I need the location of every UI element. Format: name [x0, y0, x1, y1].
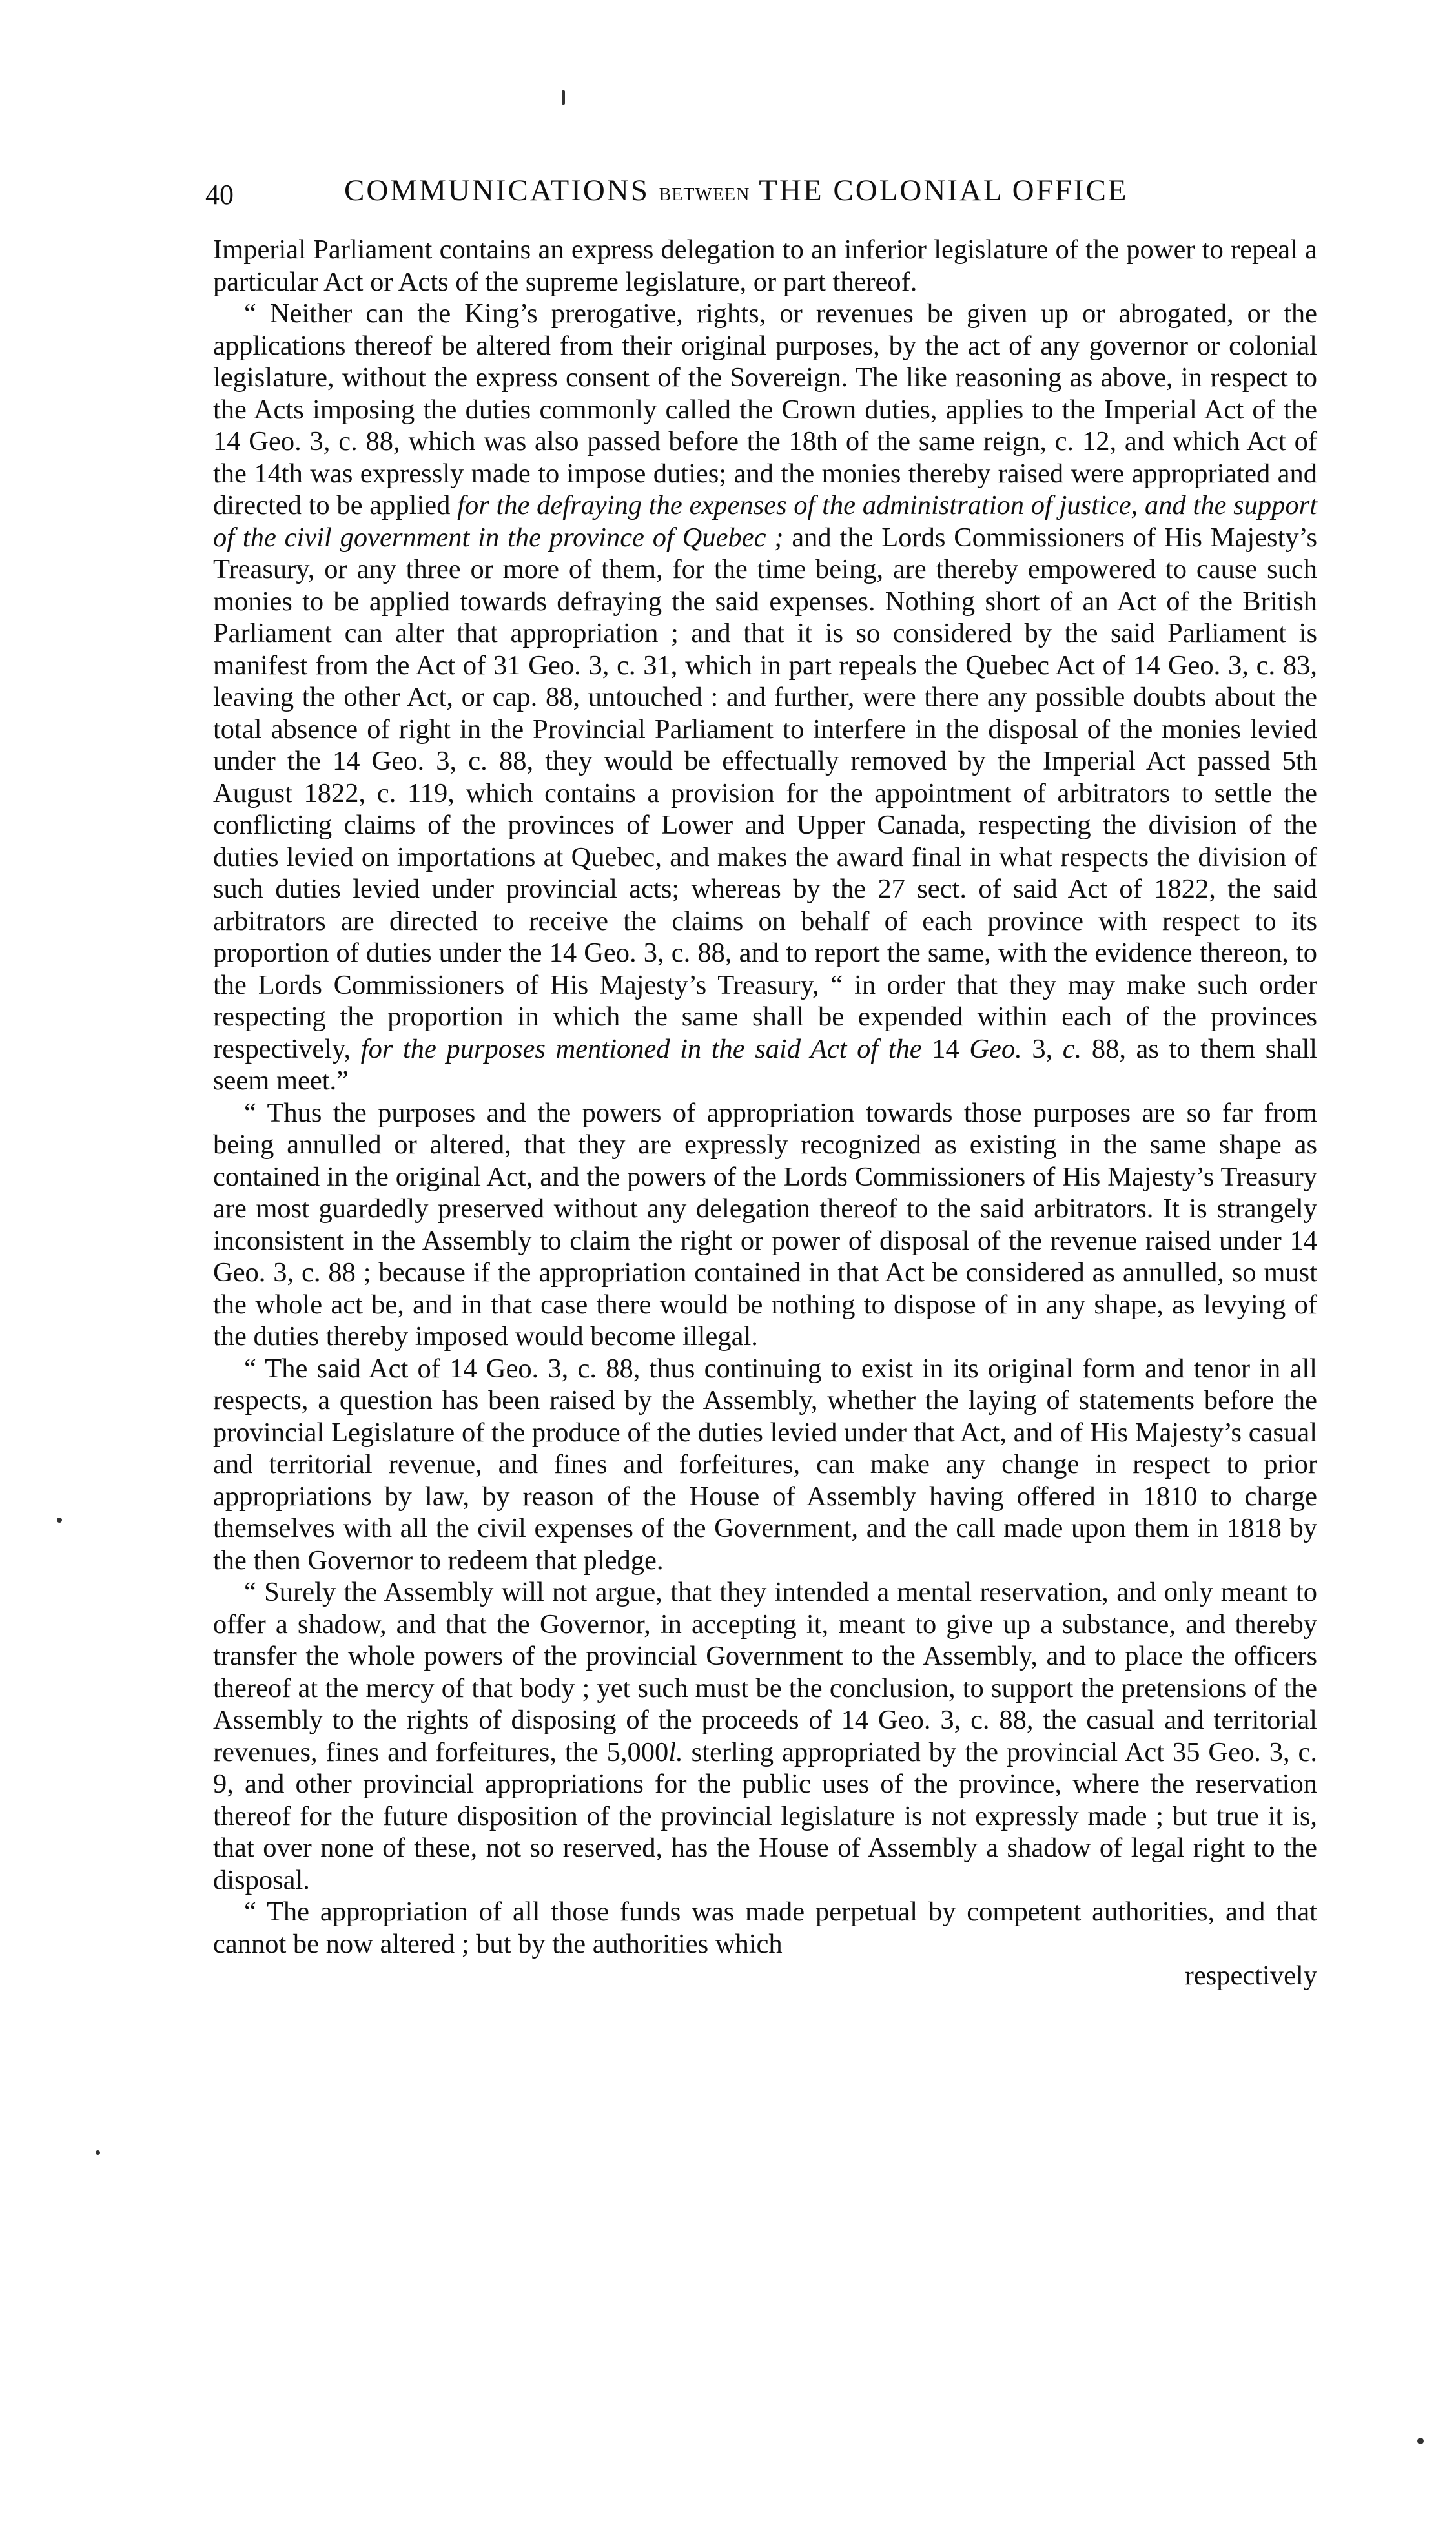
scan-speck — [562, 90, 565, 105]
text-run: “ The said Act of 14 Geo. 3, c. 88, thus continuing to exist in its original form and tenor in all respects, a question has been raised by the Assembly, whether the laying of statements before the provincial Legislature of the produce of the duties levied under that Act, and of His Majesty’s casual and territorial revenue, and fines and forfeitures, can make any change in respect to prior appropriations by law, by reason of the House of Assembly having offered in 1810 to charge themselves with all the civil expenses of the Government, and the call made upon them in 1818 by the then Governor to redeem that pledge. — [213, 1353, 1317, 1576]
running-head-left: COMMUNICATIONS — [344, 174, 650, 207]
running-head-between: BETWEEN — [659, 185, 750, 205]
paragraph — [213, 1576, 1317, 1896]
italic-text: l. — [668, 1736, 683, 1767]
text-run: “ Thus the purposes and the powers of appropriation towards those purposes are so far from being annulled or altered, that they are expressly recognized as existing in the same shape as contained in the original Act, and the powers of the Lords Commissioners of His Majesty’s Treasury are most guardedly preserved without any delegation thereof to the said arbitrators. It is strangely inconsistent in the Assembly to claim the right or power of disposal of the revenue raised under 14 Geo. 3, c. 88 ; because if the appropriation contained in that Act be considered as annulled, so must the whole act be, and in that case there would be nothing to dispose of in any shape, as levying of the duties thereby imposed would become illegal. — [213, 1097, 1317, 1352]
paragraph — [213, 1896, 1317, 1960]
text-run: Imperial Parliament contains an express delegation to an inferior legislature of the power to repeal a particular Act or Acts of the supreme legislature, or part thereof. — [213, 234, 1317, 297]
text-run: 88, as to them shall seem meet.” — [213, 1033, 1317, 1096]
running-head — [344, 173, 1129, 208]
text-run: 14 — [921, 1033, 970, 1064]
scan-speck — [1417, 2438, 1424, 2444]
body-text — [213, 234, 1317, 1992]
paragraph — [213, 234, 1317, 298]
text-run: and the Lords Commissioners of His Majesty’s Treasury, or any three or more of them, for the time being, are thereby empowered to cause such monies to be applied towards defraying the said expenses. Nothing short of an Act of the British Parliament can alter that appropriation ; and that it is so considered by the said Parliament is manifest from the Act of 31 Geo. 3, c. 31, which in part repeals the Quebec Act of 14 Geo. 3, c. 83, leaving the other Act, or cap. 88, untouched : and further, were there any possible doubts about the total absence of right in the Provincial Parliament to interfere in the disposal of the monies levied under the 14 Geo. 3, c. 88, they would be effectually removed by the Imperial Act passed 5th August 1822, c. 119, which contains a provision for the appointment of arbitrators to settle the conflicting claims of the provinces of Lower and Upper Canada, respecting the division of the duties levied on importations at Quebec, and makes the award final in what respects the division of such duties levied under provincial acts; whereas by the 27 sect. of said Act of 1822, the said arbitrators are directed to receive the claims on behalf of each province with respect to its proportion of duties under the 14 Geo. 3, c. 88, and to report the same, with the evidence thereon, to the Lords Commissioners of His Majesty’s Treasury, “ in order that they may make such order respecting the proportion in which the same shall be expended within each of the provinces respectively, — [213, 522, 1317, 1064]
text-run: sterling appropriated by the provincial Act 35 Geo. 3, c. 9, and other provincial appropriations for the public uses of the province, where the reservation thereof for the future disposition of the provincial legislature is not expressly made ; but true it is, that over none of these, not so reserved, has the House of Assembly a shadow of legal right to the disposal. — [213, 1736, 1317, 1895]
running-head-right: THE COLONIAL OFFICE — [759, 174, 1129, 207]
catchword: respectively — [1184, 1960, 1317, 1991]
italic-text: Geo. — [969, 1033, 1022, 1064]
italic-text: for the purposes mentioned in the said Act of the — [360, 1033, 922, 1064]
paragraph — [213, 1353, 1317, 1577]
italic-text: c. — [1062, 1033, 1082, 1064]
paragraph — [213, 1097, 1317, 1353]
italic-text: for the defraying the expenses of the administration of justice, and the support of the civil government in the province of Quebec ; — [213, 490, 1318, 553]
paragraph — [213, 298, 1317, 1097]
page-header — [205, 173, 1316, 218]
text-run: “ Surely the Assembly will not argue, that they intended a mental reservation, and only meant to offer a shadow, and that the Governor, in accepting it, meant to give up a substance, and thereby transfer the whole powers of the provincial Government to the Assembly, and to place the officers thereof at the mercy of that body ; yet such must be the conclusion, to support the pretensions of the Assembly to the rights of disposing of the proceeds of 14 Geo. 3, c. 88, the casual and territorial revenues, fines and forfeitures, the 5,000 — [213, 1577, 1317, 1767]
scan-speck — [57, 1518, 62, 1523]
text-run: “ The appropriation of all those funds was made perpetual by competent authorities, and that cannot be now altered ; but by the authorities which — [213, 1897, 1317, 1959]
text-run: 3, — [1021, 1033, 1063, 1064]
text-run: “ Neither can the King’s prerogative, rights, or revenues be given up or abrogated, or the applications thereof be altered from their original purposes, by the act of any governor or colonial legislature, without the express consent of the Sovereign. The like reasoning as above, in respect to the Acts imposing the duties commonly called the Crown duties, applies to the Imperial Act of the 14 Geo. 3, c. 88, which was also passed before the 18th of the same reign, c. 12, and which Act of the 14th was expressly made to impose duties; and the monies thereby raised were appropriated and directed to be applied — [213, 298, 1317, 520]
page-number: 40 — [205, 179, 234, 211]
scan-speck — [96, 2150, 100, 2155]
